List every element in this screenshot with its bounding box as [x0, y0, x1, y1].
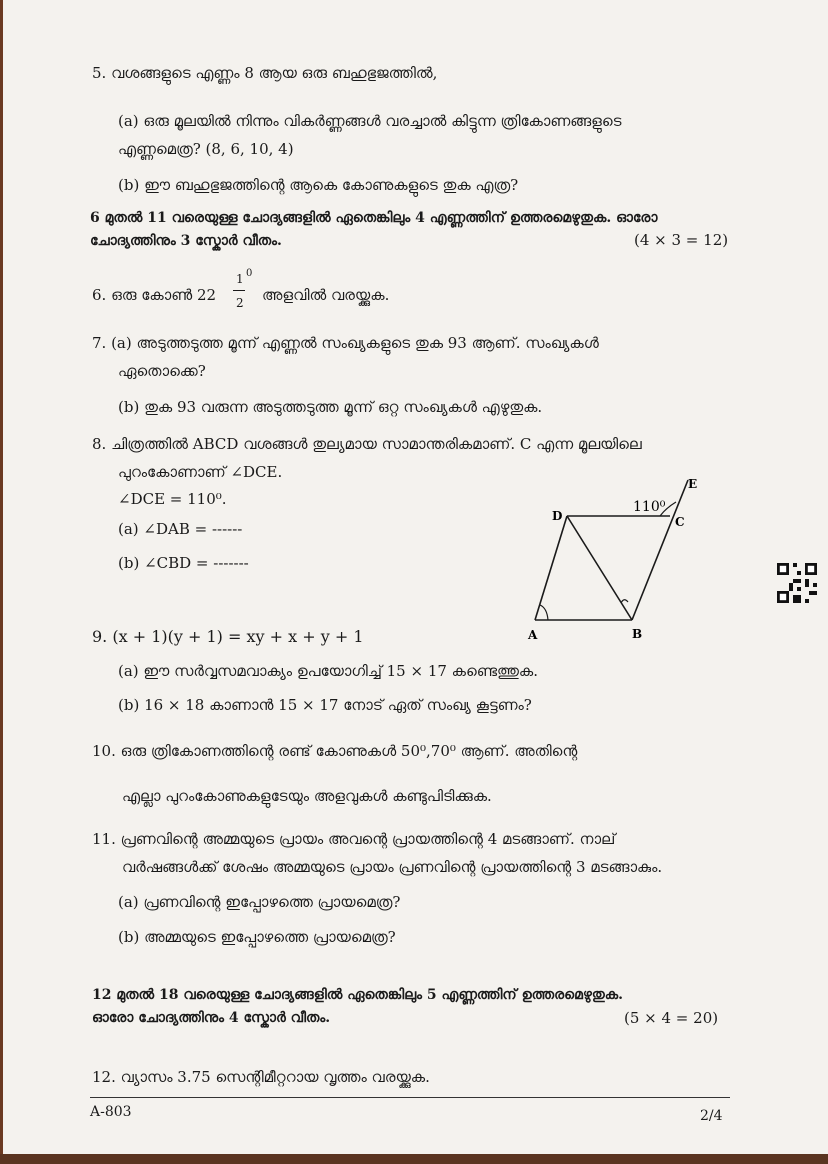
q12: 12. വ്യാസം 3.75 സെന്റിമീറ്ററായ വൃത്തം വരയ്ക്കുക. — [92, 1068, 430, 1086]
q6-frac-num: 1 — [236, 272, 244, 286]
q7-a-line1: 7. (a) അടുത്തടുത്ത മൂന്ന് എണ്ണൽ സംഖ്യകളുടെ തുക 93 ആണ്. സംഖ്യകൾ — [92, 334, 599, 352]
label-b: B — [632, 627, 643, 641]
q11-a: (a) പ്രണവിന്റെ ഇപ്പോഴത്തെ പ്രായമെത്ര? — [118, 893, 401, 911]
angle-a-arc — [540, 605, 548, 620]
side-ad — [535, 516, 567, 620]
angle-cbd-arc — [621, 600, 628, 603]
label-a: A — [528, 628, 538, 642]
diagonal-db — [567, 516, 632, 620]
footer-code: A-803 — [90, 1104, 132, 1120]
q5-stem: 5. വശങ്ങളുടെ എണ്ണം 8 ആയ ഒരു ബഹുഭുജത്തിൽ, — [92, 64, 438, 82]
qr-code — [777, 563, 817, 603]
section3-marks: (5 × 4 = 20) — [624, 1009, 719, 1027]
footer-page-number: 2/4 — [700, 1108, 723, 1124]
parallelogram-figure — [520, 472, 720, 642]
q10-line2: എല്ലാ പുറംകോണുകളുടേയും അളവുകൾ കണ്ടുപിടിക്കുക. — [122, 787, 492, 805]
q5-a-line1: (a) ഒരു മൂലയിൽ നിന്നും വികർണ്ണങ്ങൾ വരച്ചാൽ കിട്ടുന്ന ത്രികോണങ്ങളുടെ — [118, 112, 622, 130]
q6-prefix: 6. ഒരു കോൺ 22 — [92, 286, 217, 304]
q11-line2: വർഷങ്ങൾക്ക് ശേഷം അമ്മയുടെ പ്രായം പ്രണവിന്റെ പ്രായത്തിന്റെ 3 മടങ്ങാകും. — [122, 858, 663, 876]
q8-line2: പുറംകോണാണ് ∠DCE. — [118, 463, 283, 481]
q5-a-line2: എണ്ണമെത്ര? (8, 6, 10, 4) — [118, 140, 294, 158]
q7-b: (b) തുക 93 വരുന്ന അടുത്തടുത്ത മൂന്ന് ഒറ്റ സംഖ്യകൾ എഴുതുക. — [118, 398, 543, 416]
q7-a-line2: ഏതൊക്കെ? — [118, 362, 206, 380]
q6-degree: 0 — [246, 268, 253, 279]
label-d: D — [552, 509, 563, 523]
q9-a: (a) ഈ സർവ്വസമവാക്യം ഉപയോഗിച്ച് 15 × 17 കണ്ടെത്തുക. — [118, 662, 538, 680]
q8-given: ∠DCE = 110⁰. — [118, 490, 227, 508]
section3-instruction-line1: 12 മുതൽ 18 വരെയുള്ള ചോദ്യങ്ങളിൽ ഏതെങ്കിലും 5 എണ്ണത്തിന് ഉത്തരമെഴുതുക. — [92, 987, 624, 1003]
q10-line1: 10. ഒരു ത്രികോണത്തിന്റെ രണ്ട് കോണുകൾ 50⁰,70⁰ ആണ്. അതിന്റെ — [92, 742, 578, 760]
q6-frac-den: 2 — [236, 296, 244, 310]
q5-b: (b) ഈ ബഹുഭുജത്തിന്റെ ആകെ കോണുകളുടെ തുക എത്ര? — [118, 176, 519, 194]
q9-stem: 9. (x + 1)(y + 1) = xy + x + y + 1 — [92, 627, 364, 646]
page-edge — [0, 0, 3, 1164]
q9-b: (b) 16 × 18 കാണാൻ 15 × 17 നോട് ഏത് സംഖ്യ കൂട്ടണം? — [118, 696, 532, 714]
section2-instruction-line1: 6 മുതൽ 11 വരെയുള്ള ചോദ്യങ്ങളിൽ ഏതെങ്കിലും 4 എണ്ണത്തിന് ഉത്തരമെഴുതുക. ഓരോ — [90, 210, 658, 226]
section2-marks: (4 × 3 = 12) — [634, 231, 729, 249]
section2-instruction-line2: ചോദ്യത്തിനും 3 സ്കോർ വീതം. — [90, 233, 282, 249]
footer-rule — [90, 1097, 730, 1098]
q8-line1: 8. ചിത്രത്തിൽ ABCD വശങ്ങൾ തുല്യമായ സാമാന്തരികമാണ്. C എന്ന മൂലയിലെ — [92, 435, 642, 453]
label-c: C — [675, 515, 685, 529]
section3-instruction-line2: ഓരോ ചോദ്യത്തിനും 4 സ്കോർ വീതം. — [92, 1010, 331, 1026]
angle-110-label: 110⁰ — [633, 499, 666, 515]
q8-a: (a) ∠DAB = ------ — [118, 520, 243, 538]
page-edge-bottom — [0, 1154, 828, 1164]
q6-frac-bar — [233, 290, 245, 291]
q11-b: (b) അമ്മയുടെ ഇപ്പോഴത്തെ പ്രായമെത്ര? — [118, 928, 396, 946]
q8-b: (b) ∠CBD = ------- — [118, 554, 249, 572]
q6-suffix: അളവിൽ വരയ്ക്കുക. — [262, 286, 390, 304]
q11-line1: 11. പ്രണവിന്റെ അമ്മയുടെ പ്രായം അവന്റെ പ്രായത്തിന്റെ 4 മടങ്ങാണ്. നാല് — [92, 830, 616, 848]
label-e: E — [688, 477, 698, 491]
